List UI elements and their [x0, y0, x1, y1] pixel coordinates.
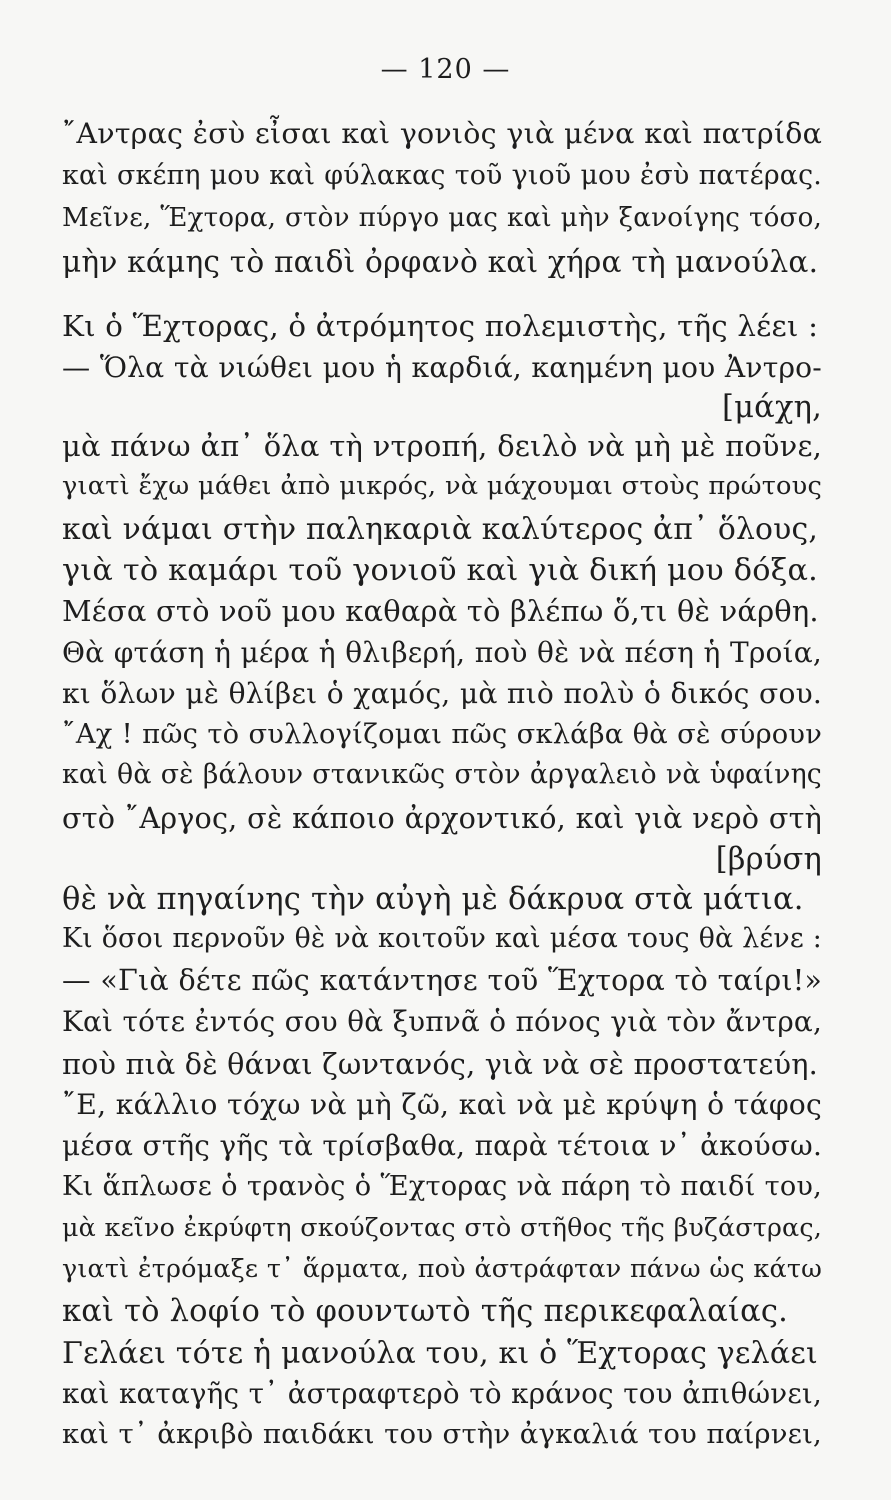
- text-line: ποὺ πιὰ δὲ θάναι ζωντανός, γιὰ νὰ σὲ προστατεύη.: [62, 1047, 818, 1081]
- text-line: ῎Αντρας ἐσὺ εἶσαι καὶ γονιὸς γιὰ μένα καὶ πατρίδα: [62, 117, 822, 150]
- page-number: — 120 —: [380, 54, 511, 85]
- text-line: Καὶ τότε ἐντός σου θὰ ξυπνᾶ ὁ πόνος γιὰ τὸν ἄντρα,: [62, 1005, 822, 1038]
- text-line: — Ὅλα τὰ νιώθει μου ἡ καρδιά, καημένη μου Ἀντρο-: [62, 351, 822, 384]
- text-line: καὶ σκέπη μου καὶ φύλακας τοῦ γιοῦ μου ἐσὺ πατέρας.: [62, 160, 822, 191]
- text-line-continuation: [μάχη,: [722, 390, 822, 425]
- text-line: μέσα στῆς γῆς τὰ τρίσβαθα, παρὰ τέτοια ν᾽ ἀκούσω.: [62, 1129, 822, 1162]
- text-line: Κι ὅσοι περνοῦν θὲ νὰ κοιτοῦν καὶ μέσα τους θὰ λένε :: [62, 923, 822, 954]
- text-line: καὶ θὰ σὲ βάλουν στανικῶς στὸν ἀργαλειὸ νὰ ὑφαίνης: [62, 759, 822, 790]
- text-line: γιατὶ ἔχω μάθει ἀπὸ μικρός, νὰ μάχουμαι στοὺς πρώτους: [62, 471, 822, 501]
- text-line: ῎Αχ ! πῶς τὸ συλλογίζομαι πῶς σκλάβα θὰ σὲ σύρουν: [62, 719, 822, 750]
- text-line-continuation: [βρύση: [715, 842, 822, 877]
- text-line: — «Γιὰ δέτε πῶς κατάντησε τοῦ Ἕχτορα τὸ ταίρι!»: [62, 964, 822, 997]
- text-line: μὰ πάνω ἀπ᾽ ὅλα τὴ ντροπή, δειλὸ νὰ μὴ μὲ ποῦνε,: [62, 429, 822, 463]
- text-line: ῎Ε, κάλλιο τόχω νὰ μὴ ζῶ, καὶ νὰ μὲ κρύψη ὁ τάφος: [62, 1088, 822, 1121]
- text-line: γιὰ τὸ καμάρι τοῦ γονιοῦ καὶ γιὰ δική μου δόξα.: [62, 553, 819, 588]
- text-line: Μέσα στὸ νοῦ μου καθαρὰ τὸ βλέπω ὅ,τι θὲ νάρθη.: [62, 594, 819, 628]
- text-line: γιατὶ ἐτρόμαξε τ᾽ ἅρματα, ποὺ ἀστράφταν πάνω ὡς κάτω: [62, 1253, 822, 1283]
- text-line: Μεῖνε, Ἕχτορα, στὸν πύργο μας καὶ μὴν ξανοίγης τόσο,: [62, 203, 822, 233]
- text-line: θὲ νὰ πηγαίνης τὴν αὐγὴ μὲ δάκρυα στὰ μάτια.: [62, 882, 804, 917]
- text-line: καὶ νάμαι στὴν παληκαριὰ καλύτερος ἀπ᾽ ὅλους,: [62, 512, 819, 547]
- text-line: Κι ὁ Ἕχτορας, ὁ ἀτρόμητος πολεμιστὴς, τῆς λέει :: [62, 309, 819, 343]
- text-line: στὸ ῎Αργος, σὲ κάποιο ἀρχοντικό, καὶ γιὰ νερὸ στὴ: [62, 801, 822, 835]
- text-line: καὶ καταγῆς τ᾽ ἀστραφτερὸ τὸ κράνος του ἀπιθώνει,: [62, 1377, 822, 1410]
- text-line: μὰ κεῖνο ἐκρύφτη σκούζοντας στὸ στῆθος τῆς βυζάστρας,: [62, 1212, 822, 1242]
- text-line: Θὰ φτάση ἡ μέρα ἡ θλιβερή, ποὺ θὲ νὰ πέση ἡ Τροία,: [62, 636, 822, 669]
- text-line: Γελάει τότε ἡ μανούλα του, κι ὁ Ἕχτορας γελάει: [62, 1336, 818, 1371]
- text-line: Κι ἅπλωσε ὁ τρανὸς ὁ Ἕχτορας νὰ πάρη τὸ παιδί του,: [62, 1171, 822, 1202]
- text-line: καὶ τὸ λοφίο τὸ φουντωτὸ τῆς περικεφαλαίας.: [62, 1294, 789, 1329]
- text-line: καὶ τ᾽ ἀκριβὸ παιδάκι του στὴν ἀγκαλιά του παίρνει,: [62, 1418, 822, 1450]
- text-line: κι ὅλων μὲ θλίβει ὁ χαμός, μὰ πιὸ πολὺ ὁ δικός σου.: [62, 677, 822, 710]
- text-line: μὴν κάμης τὸ παιδὶ ὀρφανὸ καὶ χήρα τὴ μανούλα.: [62, 245, 819, 279]
